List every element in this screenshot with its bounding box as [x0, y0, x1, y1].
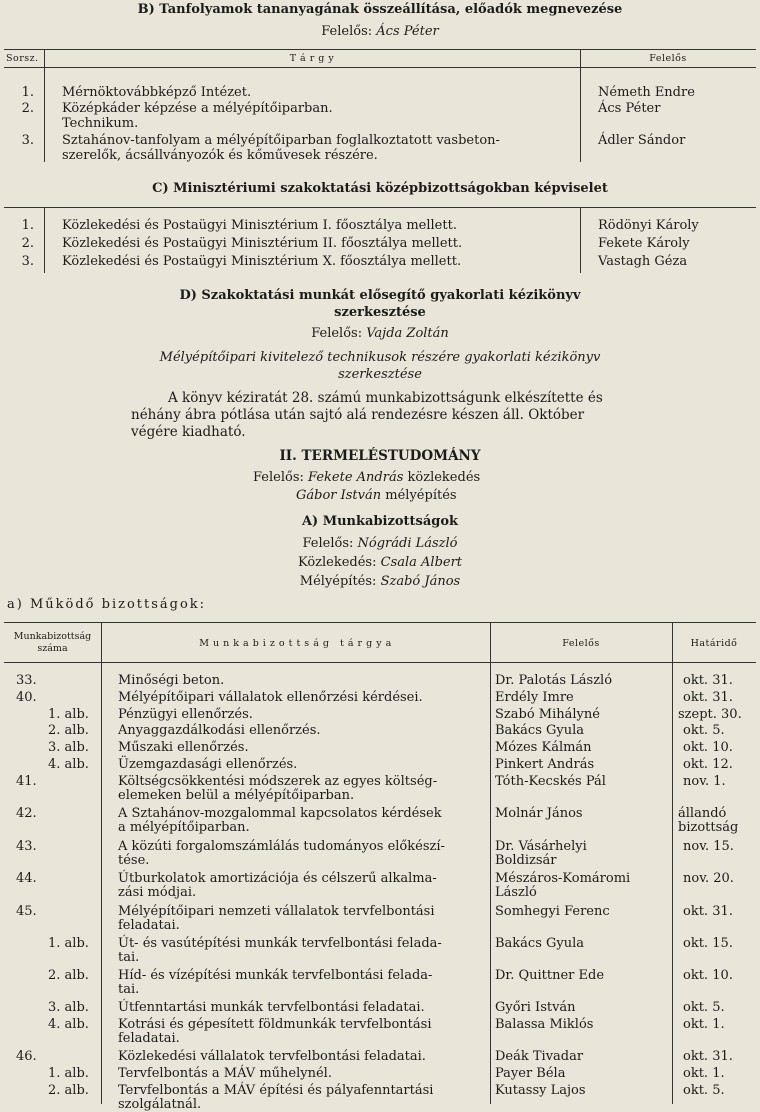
table-row-number: 2. — [21, 101, 34, 116]
committee-subject: Mélyépítőipari nemzeti vállalatok tervfelbontási — [118, 904, 435, 919]
committee-responsible: Mózes Kálmán — [495, 740, 592, 755]
committee-responsible: Kutassy Lajos — [495, 1083, 586, 1098]
responsible-label: Felelős: — [302, 536, 354, 551]
section-d-title-line2: szerkesztése — [334, 305, 426, 320]
table-main-header-subject: M u n k a b i z o t t s á g t á r g y a — [199, 638, 392, 649]
committee-responsible: Balassa Miklós — [495, 1017, 594, 1032]
committee-responsible: Pinkert András — [495, 757, 595, 772]
field-label: Mélyépítés: — [299, 574, 377, 589]
committee-deadline: okt. 31. — [683, 690, 733, 705]
table-row-subject: Közlekedési és Postaügyi Minisztérium I. főosztálya mellett. — [62, 218, 457, 233]
committee-responsible: Dr. Palotás László — [495, 673, 613, 688]
table-row-responsible: Ács Péter — [598, 101, 661, 116]
table-b-top-rule — [4, 49, 756, 50]
committee-responsible: Somhegyi Ferenc — [495, 904, 610, 919]
committee-deadline: okt. 31. — [683, 1049, 733, 1064]
committee-subject: feladatai. — [118, 918, 180, 933]
committee-number: 46. — [16, 1049, 37, 1064]
committee-subject: tai. — [118, 950, 140, 965]
responsible-name: Szabó János — [380, 574, 461, 589]
table-row-subject: Sztahánov-tanfolyam a mélyépítőiparban foglalkoztatott vasbeton- — [62, 133, 500, 148]
section-c-title: C) Minisztériumi szakoktatási középbizottságokban képviselet — [152, 181, 608, 196]
table-b-col-divider-2 — [580, 49, 581, 162]
table-row-number: 1. — [21, 85, 34, 100]
committee-responsible: Szabó Mihályné — [495, 707, 600, 722]
table-row-subject: Közlekedési és Postaügyi Minisztérium X. főosztálya mellett. — [62, 254, 462, 269]
table-main-col-divider-2 — [490, 622, 491, 1104]
table-main-header-deadline: Határidő — [690, 638, 738, 649]
committee-number: 1. alb. — [48, 1066, 89, 1081]
committee-deadline: okt. 12. — [683, 757, 733, 772]
section-d-para-line2: néhány ábra pótlása után sajtó alá rendezésre készen áll. Október — [131, 407, 585, 423]
responsible-name: Gábor István — [296, 488, 382, 503]
section-d-title-line1: D) Szakoktatási munkát elősegítő gyakorlati kézikönyv — [179, 288, 581, 303]
committee-deadline: okt. 10. — [683, 740, 733, 755]
committee-number: 1. alb. — [48, 707, 89, 722]
committee-responsible: László — [495, 885, 537, 900]
table-main-header-rule — [4, 662, 756, 663]
committee-responsible: Bakács Gyula — [495, 936, 585, 951]
table-c-col-divider-2 — [580, 207, 581, 273]
table-row-subject: Közlekedési és Postaügyi Minisztérium II. főosztálya mellett. — [62, 236, 463, 251]
table-row-number: 3. — [21, 254, 34, 269]
committee-subject: Üzemgazdasági ellenőrzés. — [118, 757, 298, 772]
table-row-responsible: Németh Endre — [598, 85, 695, 100]
table-b-header-rule — [4, 67, 756, 68]
section-d-subtitle-line2: szerkesztése — [338, 367, 422, 382]
table-b-header-subject: T á r g y — [289, 53, 335, 64]
committee-subject: Költségcsökkentési módszerek az egyes költség- — [118, 774, 438, 789]
committee-number: 44. — [16, 871, 37, 886]
committee-number: 45. — [16, 904, 37, 919]
committee-deadline: nov. 20. — [683, 871, 734, 886]
table-row-responsible: Fekete Károly — [598, 236, 690, 251]
table-main-col-divider-3 — [672, 622, 673, 1104]
table-main-col-divider-1 — [101, 622, 102, 1104]
section-d-para-line1: A könyv kéziratát 28. számú munkabizottságunk elkészítette és — [168, 390, 603, 406]
table-row-responsible: Vastagh Géza — [598, 254, 688, 269]
committee-responsible: Dr. Quittner Ede — [495, 968, 605, 983]
committee-deadline: okt. 10. — [683, 968, 733, 983]
committee-deadline: okt. 31. — [683, 904, 733, 919]
committee-responsible: Bakács Gyula — [495, 723, 585, 738]
section-d-subtitle-line1: Mélyépítőipari kivitelező technikusok részére gyakorlati kézikönyv — [159, 350, 601, 365]
committee-responsible: Erdély Imre — [495, 690, 574, 705]
responsible-name: Fekete András — [308, 470, 404, 485]
committee-number: 41. — [16, 774, 37, 789]
responsible-label: Felelős: — [321, 24, 373, 39]
committee-subject: Mélyépítőipari vállalatok ellenőrzési kérdései. — [118, 690, 423, 705]
committee-number: 3. alb. — [48, 740, 89, 755]
subsection-a-responsible — [0, 536, 760, 551]
table-b-header-resp: Felelős — [649, 53, 687, 64]
committee-responsible: Deák Tivadar — [495, 1049, 584, 1064]
committee-subject: Közlekedési vállalatok tervfelbontási feladatai. — [118, 1049, 426, 1064]
table-row-number: 2. — [21, 236, 34, 251]
table-b-col-divider-1 — [44, 49, 45, 162]
committee-number: 42. — [16, 806, 37, 821]
responsible-name: Ács Péter — [376, 24, 439, 39]
committee-deadline: bizottság — [678, 820, 739, 835]
committee-deadline: szept. 30. — [678, 707, 742, 722]
committee-responsible: Boldizsár — [495, 853, 557, 868]
field-label: Közlekedés: — [297, 555, 377, 570]
committee-subject: Pénzügyi ellenőrzés. — [118, 707, 253, 722]
table-main-header-num-2: száma — [37, 643, 68, 654]
committee-responsible: Tóth-Kecskés Pál — [495, 774, 606, 789]
committee-deadline: nov. 1. — [683, 774, 726, 789]
section-ii-responsible-1 — [253, 470, 480, 485]
section-d-para-line3: végére kiadható. — [131, 424, 246, 440]
committee-deadline: okt. 5. — [683, 1000, 725, 1015]
committee-deadline: okt. 31. — [683, 673, 733, 688]
table-main-header-num-1: Munkabizottság — [13, 631, 92, 642]
section-d-responsible — [0, 326, 760, 341]
table-b-header-num: Sorsz. — [6, 53, 39, 64]
section-ii-responsible-2 — [296, 488, 457, 503]
responsible-name: Csala Albert — [380, 555, 463, 570]
committee-subject: feladatai. — [118, 1031, 180, 1046]
committee-subject: Út- és vasútépítési munkák tervfelbontási felada- — [118, 936, 442, 951]
table-row-number: 1. — [21, 218, 34, 233]
committee-responsible: Dr. Vásárhelyi — [495, 839, 587, 854]
table-row-number: 3. — [21, 133, 34, 148]
committee-subject: elemeken belül a mélyépítőiparban. — [118, 788, 355, 803]
committee-number: 40. — [16, 690, 37, 705]
responsible-label: Felelős: — [253, 470, 304, 485]
committee-subject: tai. — [118, 982, 140, 997]
table-row-responsible: Ádler Sándor — [598, 133, 686, 148]
subsection-a-melyepites — [0, 574, 760, 589]
committee-subject: Tervfelbontás a MÁV építési és pályafenntartási — [118, 1083, 434, 1098]
committee-number: 2. alb. — [48, 968, 89, 983]
committee-number: 33. — [16, 673, 37, 688]
committee-subject: Útburkolatok amortizációja és célszerű alkalma- — [118, 871, 437, 886]
committee-subject: szolgálatnál. — [118, 1097, 202, 1112]
committee-responsible: Payer Béla — [495, 1066, 566, 1081]
table-row-subject: Középkáder képzése a mélyépítőiparban. — [62, 101, 333, 116]
committee-deadline: nov. 15. — [683, 839, 734, 854]
table-row-subject: Mérnöktovábbképző Intézet. — [62, 85, 252, 100]
committee-number: 2. alb. — [48, 723, 89, 738]
committee-subject: A közúti forgalomszámlálás tudományos előkészí- — [118, 839, 445, 854]
section-b-title: B) Tanfolyamok tananyagának összeállítása, előadók megnevezése — [137, 2, 623, 17]
table-main-header-resp: Felelős — [562, 638, 600, 649]
committee-number: 4. alb. — [48, 1017, 89, 1032]
responsible-label: Felelős: — [311, 326, 363, 341]
responsible-name: Nógrádi László — [357, 536, 458, 551]
committee-subject: Útfenntartási munkák tervfelbontási feladatai. — [118, 1000, 425, 1015]
table-row-subject: szerelők, ácsállványozók és kőművesek részére. — [62, 148, 378, 163]
committee-responsible: Mészáros-Komáromi — [495, 871, 631, 886]
table-row-responsible: Rödönyi Károly — [598, 218, 699, 233]
responsible-field: közlekedés — [407, 470, 481, 485]
subsection-a-kozlekedes — [0, 555, 760, 570]
responsible-name: Vajda Zoltán — [366, 326, 449, 341]
committee-subject: Kotrási és gépesített földmunkák tervfelbontási — [118, 1017, 432, 1032]
committee-deadline: okt. 1. — [683, 1066, 725, 1081]
active-committees-label: a) Működő bizottságok: — [7, 597, 207, 612]
committee-deadline: okt. 5. — [683, 723, 725, 738]
table-row-subject: Technikum. — [62, 116, 139, 131]
committee-subject: Minőségi beton. — [118, 673, 225, 688]
committee-subject: Híd- és vízépítési munkák tervfelbontási felada- — [118, 968, 433, 983]
committee-subject: tése. — [118, 853, 150, 868]
responsible-field: mélyépítés — [385, 488, 457, 503]
committee-number: 4. alb. — [48, 757, 89, 772]
committee-subject: Tervfelbontás a MÁV műhelynél. — [118, 1066, 332, 1081]
committee-responsible: Győri István — [495, 1000, 576, 1015]
committee-number: 2. alb. — [48, 1083, 89, 1098]
section-b-responsible — [0, 24, 760, 39]
committee-deadline: okt. 5. — [683, 1083, 725, 1098]
committee-number: 1. alb. — [48, 936, 89, 951]
table-c-top-rule — [4, 207, 756, 208]
committee-responsible: Molnár János — [495, 806, 583, 821]
committee-subject: Anyaggazdálkodási ellenőrzés. — [118, 723, 321, 738]
committee-subject: A Sztahánov-mozgalommal kapcsolatos kérdések — [118, 806, 442, 821]
table-main-top-rule — [4, 622, 756, 623]
committee-deadline: okt. 1. — [683, 1017, 725, 1032]
committee-number: 43. — [16, 839, 37, 854]
section-ii-title: II. TERMELÉSTUDOMÁNY — [279, 448, 481, 464]
committee-deadline: okt. 15. — [683, 936, 733, 951]
committee-subject: zási módjai. — [118, 885, 197, 900]
committee-subject: a mélyépítőiparban. — [118, 820, 250, 835]
table-c-col-divider-1 — [44, 207, 45, 273]
subsection-a-title: A) Munkabizottságok — [301, 514, 459, 529]
committee-number: 3. alb. — [48, 1000, 89, 1015]
committee-subject: Műszaki ellenőrzés. — [118, 740, 249, 755]
committee-deadline: állandó — [678, 806, 727, 821]
